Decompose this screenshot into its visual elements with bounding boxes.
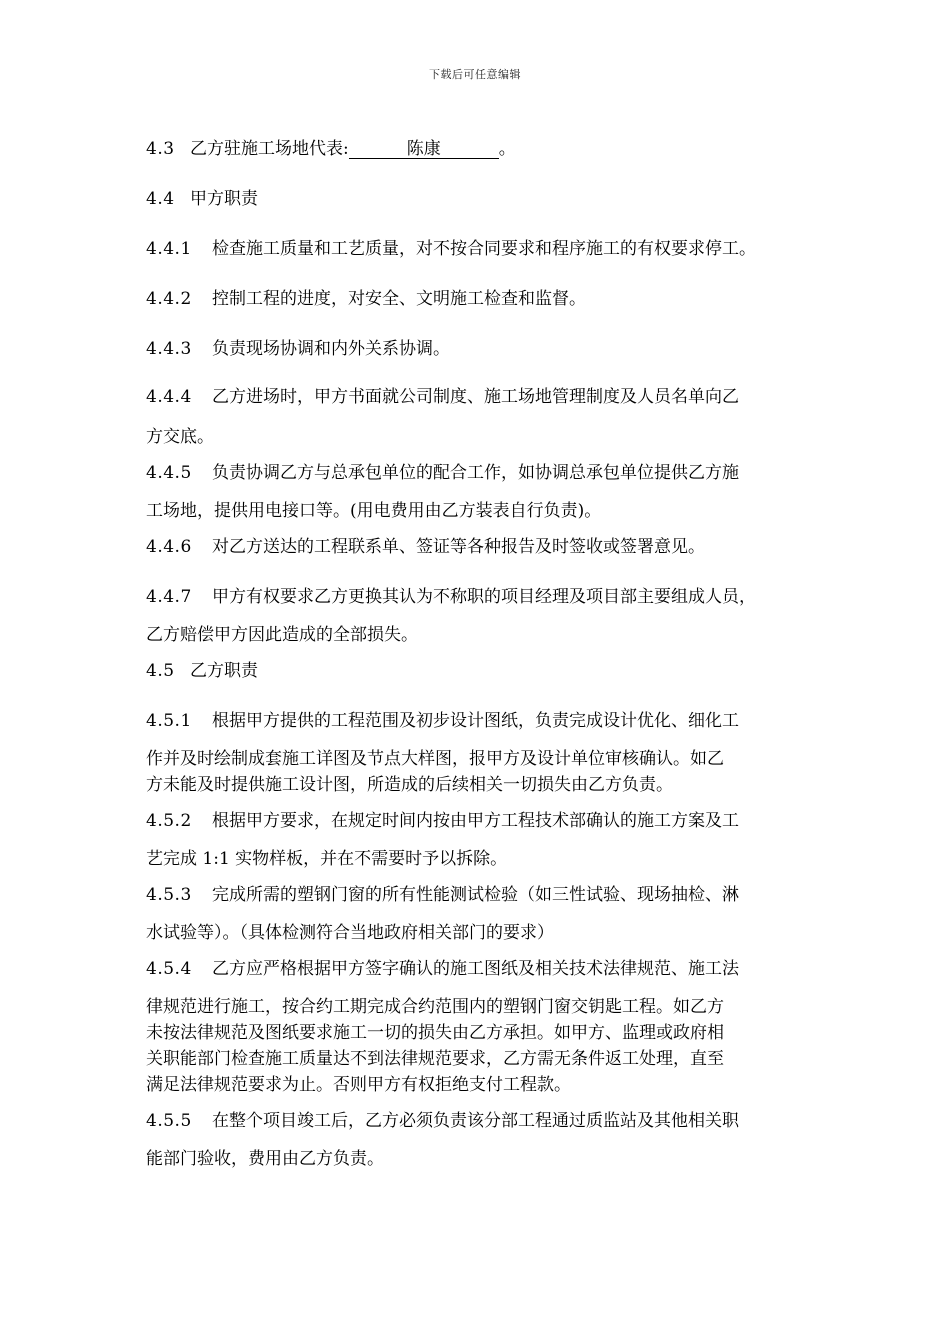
clause-number: 4.5.5	[146, 1111, 192, 1131]
clause-4-4-4	[146, 386, 826, 408]
clause-number: 4.4.5	[146, 463, 192, 483]
page-header: 下载后可任意编辑	[429, 68, 521, 81]
clause-text: 在整个项目竣工后，乙方必须负责该分部工程通过质监站及其他相关职	[212, 1111, 739, 1131]
clause-4-4-5-line2: 工场地，提供用电接口等。(用电费用由乙方装表自行负责)。	[146, 501, 602, 521]
clause-4-5-2	[146, 810, 826, 832]
clause-text: 甲方职责	[190, 189, 258, 209]
clause-text: 乙方职责	[190, 661, 258, 681]
clause-number: 4.5.3	[146, 885, 192, 905]
clause-end: 。	[498, 139, 516, 159]
clause-number: 4.4.6	[146, 537, 192, 557]
clause-4-4-1	[146, 238, 826, 260]
clause-4-4	[146, 188, 826, 210]
representative-name: 陈康	[349, 140, 499, 159]
clause-text: 对乙方送达的工程联系单、签证等各种报告及时签收或签署意见。	[212, 537, 705, 557]
clause-text: 甲方有权要求乙方更换其认为不称职的项目经理及项目部主要组成人员，	[212, 587, 756, 607]
clause-4-4-2	[146, 288, 826, 310]
clause-number: 4.5	[146, 661, 175, 681]
clause-number: 4.5.2	[146, 811, 192, 831]
clause-4-5-5-line2: 能部门验收，费用由乙方负责。	[146, 1149, 384, 1169]
clause-number: 4.4	[146, 189, 175, 209]
clause-4-5-4-line4: 关职能部门检查施工质量达不到法律规范要求，乙方需无条件返工处理，直至	[146, 1049, 724, 1069]
clause-4-4-7-line2: 乙方赔偿甲方因此造成的全部损失。	[146, 625, 418, 645]
clause-4-5-1-line3: 方未能及时提供施工设计图，所造成的后续相关一切损失由乙方负责。	[146, 775, 673, 795]
clause-number: 4.4.4	[146, 387, 192, 407]
clause-4-4-4-line2: 方交底。	[146, 427, 214, 447]
clause-text: 控制工程的进度，对安全、文明施工检查和监督。	[212, 289, 586, 309]
clause-4-5-3	[146, 884, 826, 906]
clause-text: 乙方驻施工场地代表:	[190, 139, 349, 159]
clause-text: 乙方进场时，甲方书面就公司制度、施工场地管理制度及人员名单向乙	[212, 387, 739, 407]
clause-4-4-6	[146, 536, 826, 558]
clause-text: 根据甲方提供的工程范围及初步设计图纸，负责完成设计优化、细化工	[212, 711, 739, 731]
clause-4-5-1	[146, 710, 826, 732]
clause-text: 负责现场协调和内外关系协调。	[212, 339, 450, 359]
clause-4-4-3	[146, 338, 826, 360]
clause-4-5-5	[146, 1110, 826, 1132]
clause-text: 负责协调乙方与总承包单位的配合工作，如协调总承包单位提供乙方施	[212, 463, 739, 483]
clause-text: 检查施工质量和工艺质量，对不按合同要求和程序施工的有权要求停工。	[212, 239, 756, 259]
clause-number: 4.4.1	[146, 239, 192, 259]
clause-4-5-4-line2: 律规范进行施工，按合约工期完成合约范围内的塑钢门窗交钥匙工程。如乙方	[146, 997, 724, 1017]
clause-number: 4.4.7	[146, 587, 192, 607]
clause-4-4-5	[146, 462, 826, 484]
clause-number: 4.5.1	[146, 711, 192, 731]
clause-4-5-1-line2: 作并及时绘制成套施工详图及节点大样图，报甲方及设计单位审核确认。如乙	[146, 749, 724, 769]
clause-text: 完成所需的塑钢门窗的所有性能测试检验（如三性试验、现场抽检、淋	[212, 885, 739, 905]
clause-text: 根据甲方要求，在规定时间内按由甲方工程技术部确认的施工方案及工	[212, 811, 739, 831]
clause-number: 4.4.3	[146, 339, 192, 359]
clause-4-5-4	[146, 958, 826, 980]
clause-4-4-7	[146, 586, 826, 608]
clause-4-5-4-line3: 未按法律规范及图纸要求施工一切的损失由乙方承担。如甲方、监理或政府相	[146, 1023, 724, 1043]
clause-4-5-2-line2: 艺完成 1:1 实物样板，并在不需要时予以拆除。	[146, 849, 508, 869]
clause-text: 乙方应严格根据甲方签字确认的施工图纸及相关技术法律规范、施工法	[212, 959, 739, 979]
clause-4-5-4-line5: 满足法律规范要求为止。否则甲方有权拒绝支付工程款。	[146, 1075, 571, 1095]
clause-number: 4.4.2	[146, 289, 192, 309]
clause-4-5	[146, 660, 826, 682]
clause-number: 4.3	[146, 139, 175, 159]
clause-number: 4.5.4	[146, 959, 192, 979]
clause-4-3	[146, 138, 826, 160]
clause-4-5-3-line2: 水试验等）。（具体检测符合当地政府相关部门的要求）	[146, 923, 554, 943]
